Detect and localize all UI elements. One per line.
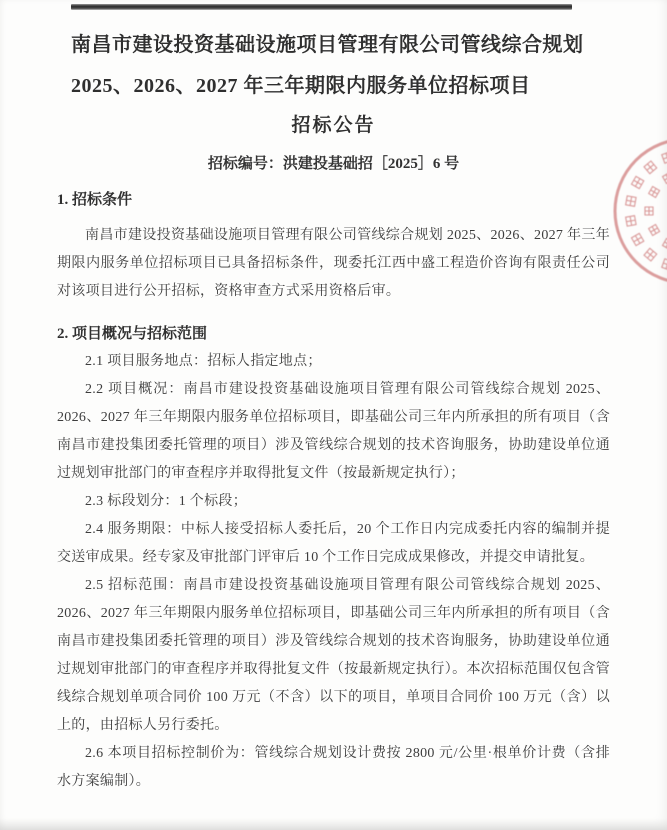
notice-title: 招标公告 (291, 115, 376, 136)
scan-bottom-shade (0, 818, 667, 830)
clause-2-4: 2.4 服务期限：中标人接受招标人委托后，20 个工作日内完成委托内容的编制并提交送审成果。经专家及审批部门评审后 10 个工作日完成成果修改，并提交申请批复。 (57, 522, 610, 565)
section-1-paragraph: 南昌市建设投资基础设施项目管理有限公司管线综合规划 2025、2026、2027 年三年期限内服务单位招标项目已具备招标条件，现委托江西中盛工程造价咨询有限责任公司对该项目进行公开招标，资格审查方式采用资格后审。 (57, 228, 610, 299)
clause-2-1: 2.1 项目服务地点：招标人指定地点； (85, 354, 322, 369)
document-title-line1: 南昌市建设投资基础设施项目管理有限公司管线综合规划 (71, 34, 584, 56)
clause-2-3: 2.3 标段划分：1 个标段； (85, 494, 247, 509)
clause-2-6: 2.6 本项目招标控制价为：管线综合规划设计费按 2800 元/公里·根单价计费（含排水方案编制）。 (57, 746, 610, 789)
section-1-heading: 1. 招标条件 (57, 192, 133, 208)
document-title-line2: 2025、2026、2027 年三年期限内服务单位招标项目 (71, 75, 531, 97)
clause-2-2: 2.2 项目概况：南昌市建设投资基础设施项目管理有限公司管线综合规划 2025、2026、2027 年三年期限内服务单位招标项目，即基础公司三年内所承担的所有项目（含南昌市建投集团委托管理的项目）涉及管线综合规划的技术咨询服务，协助建设单位通过规划审批部门的审查程序并取得批复文件（按最新规定执行）； (57, 382, 610, 481)
section-2-heading: 2. 项目概况与招标范围 (57, 326, 208, 342)
document-content (57, 0, 610, 796)
tender-number: 招标编号：洪建投基础招［2025］6 号 (207, 156, 460, 172)
clause-2-5: 2.5 招标范围：南昌市建设投资基础设施项目管理有限公司管线综合规划 2025、2026、2027 年三年期限内服务单位招标项目，即基础公司三年内所承担的所有项目（含南昌市建投集团委托管理的项目）涉及管线综合规划的技术咨询服务，协助建设单位通过规划审批部门的审查程序并取得批复文件（按最新规定执行）。本次招标范围仅包含管线综合规划单项合同价 100 万元（不含）以下的项目，单项目合同价 100 万元（含）以上的，由招标人另行委托。 (57, 578, 610, 733)
document-title (57, 25, 610, 107)
